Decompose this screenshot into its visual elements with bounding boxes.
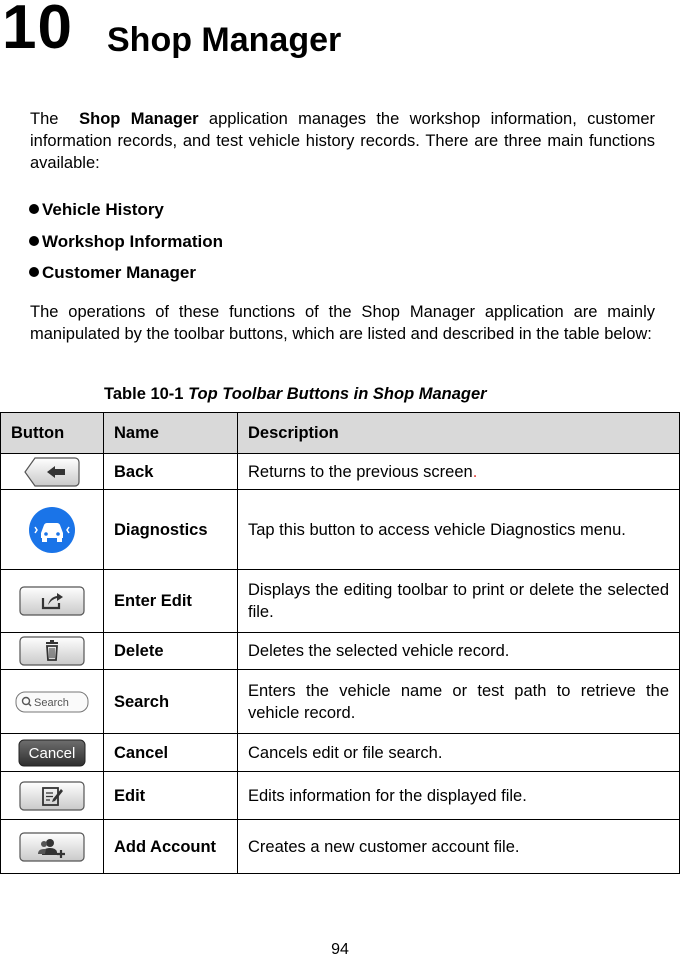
row-name: Enter Edit — [104, 570, 238, 633]
enter-edit-icon — [19, 586, 85, 616]
row-description: Displays the editing toolbar to print or delete the selected file. — [238, 570, 680, 633]
button-cell — [1, 633, 104, 670]
row-name: Edit — [104, 772, 238, 820]
cancel-icon-label: Cancel — [28, 744, 76, 762]
table-row — [1, 633, 680, 670]
header-button: Button — [1, 413, 104, 454]
function-label: Customer Manager — [42, 263, 196, 282]
search-icon — [15, 691, 89, 713]
toolbar-buttons-table — [0, 412, 680, 874]
row-name: Cancel — [104, 734, 238, 772]
table-row — [1, 454, 680, 490]
row-description: Edits information for the displayed file. — [238, 772, 680, 820]
cancel-icon — [18, 739, 86, 767]
bullet-icon — [29, 267, 39, 277]
button-cell — [1, 454, 104, 490]
table-header-row — [1, 413, 680, 454]
chapter-title: Shop Manager — [107, 21, 342, 59]
row-description: Cancels edit or file search. — [238, 734, 680, 772]
row-description: Enters the vehicle name or test path to retrieve the vehicle record. — [238, 670, 680, 734]
button-cell — [1, 670, 104, 734]
caption-label: Table 10-1 — [104, 385, 184, 403]
button-cell — [1, 734, 104, 772]
list-item — [29, 199, 223, 231]
list-item — [29, 231, 223, 263]
diagnostics-car-icon — [27, 505, 77, 555]
table-row — [1, 772, 680, 820]
table-row — [1, 820, 680, 874]
bullet-icon — [29, 236, 39, 246]
row-description: Deletes the selected vehicle record. — [238, 633, 680, 670]
add-account-icon — [19, 832, 85, 862]
trailing-period: . — [472, 462, 478, 481]
row-description: Tap this button to access vehicle Diagnostics menu. — [238, 490, 680, 570]
back-arrow-icon — [23, 456, 81, 488]
row-name: Back — [104, 454, 238, 490]
search-icon-label: Search — [34, 696, 69, 709]
chapter-number: 10 — [2, 0, 73, 62]
trash-icon — [19, 636, 85, 666]
row-name: Delete — [104, 633, 238, 670]
row-description: Creates a new customer account file. — [238, 820, 680, 874]
button-cell — [1, 772, 104, 820]
table-row — [1, 670, 680, 734]
function-list — [29, 199, 223, 294]
function-label: Workshop Information — [42, 231, 224, 251]
operations-paragraph: The operations of these functions of the Shop Manager application are mainly manipulated by the toolbar buttons, which are listed and described in the table below: — [30, 303, 655, 343]
intro-lead: The — [30, 110, 59, 128]
table-caption — [104, 385, 487, 404]
table-row — [1, 490, 680, 570]
bullet-icon — [29, 204, 39, 214]
intro-text: application manages the workshop information, customer information records, and test vehicle history records. There are three main functions available: — [30, 110, 655, 172]
row-name: Search — [104, 670, 238, 734]
button-cell — [1, 820, 104, 874]
intro-paragraph — [30, 108, 655, 174]
page-number: 94 — [331, 941, 349, 958]
row-name: Add Account — [104, 820, 238, 874]
button-cell — [1, 490, 104, 570]
table-row — [1, 570, 680, 633]
caption-title: Top Toolbar Buttons in Shop Manager — [188, 385, 487, 403]
button-cell — [1, 570, 104, 633]
edit-icon — [19, 781, 85, 811]
function-label: Vehicle History — [42, 200, 164, 219]
row-description — [238, 454, 680, 490]
list-item — [29, 262, 223, 294]
header-description: Description — [238, 413, 680, 454]
description-text: Returns to the previous screen — [248, 462, 473, 481]
table-row — [1, 734, 680, 772]
intro-app-name: Shop Manager — [79, 110, 199, 128]
row-name: Diagnostics — [104, 490, 238, 570]
header-name: Name — [104, 413, 238, 454]
